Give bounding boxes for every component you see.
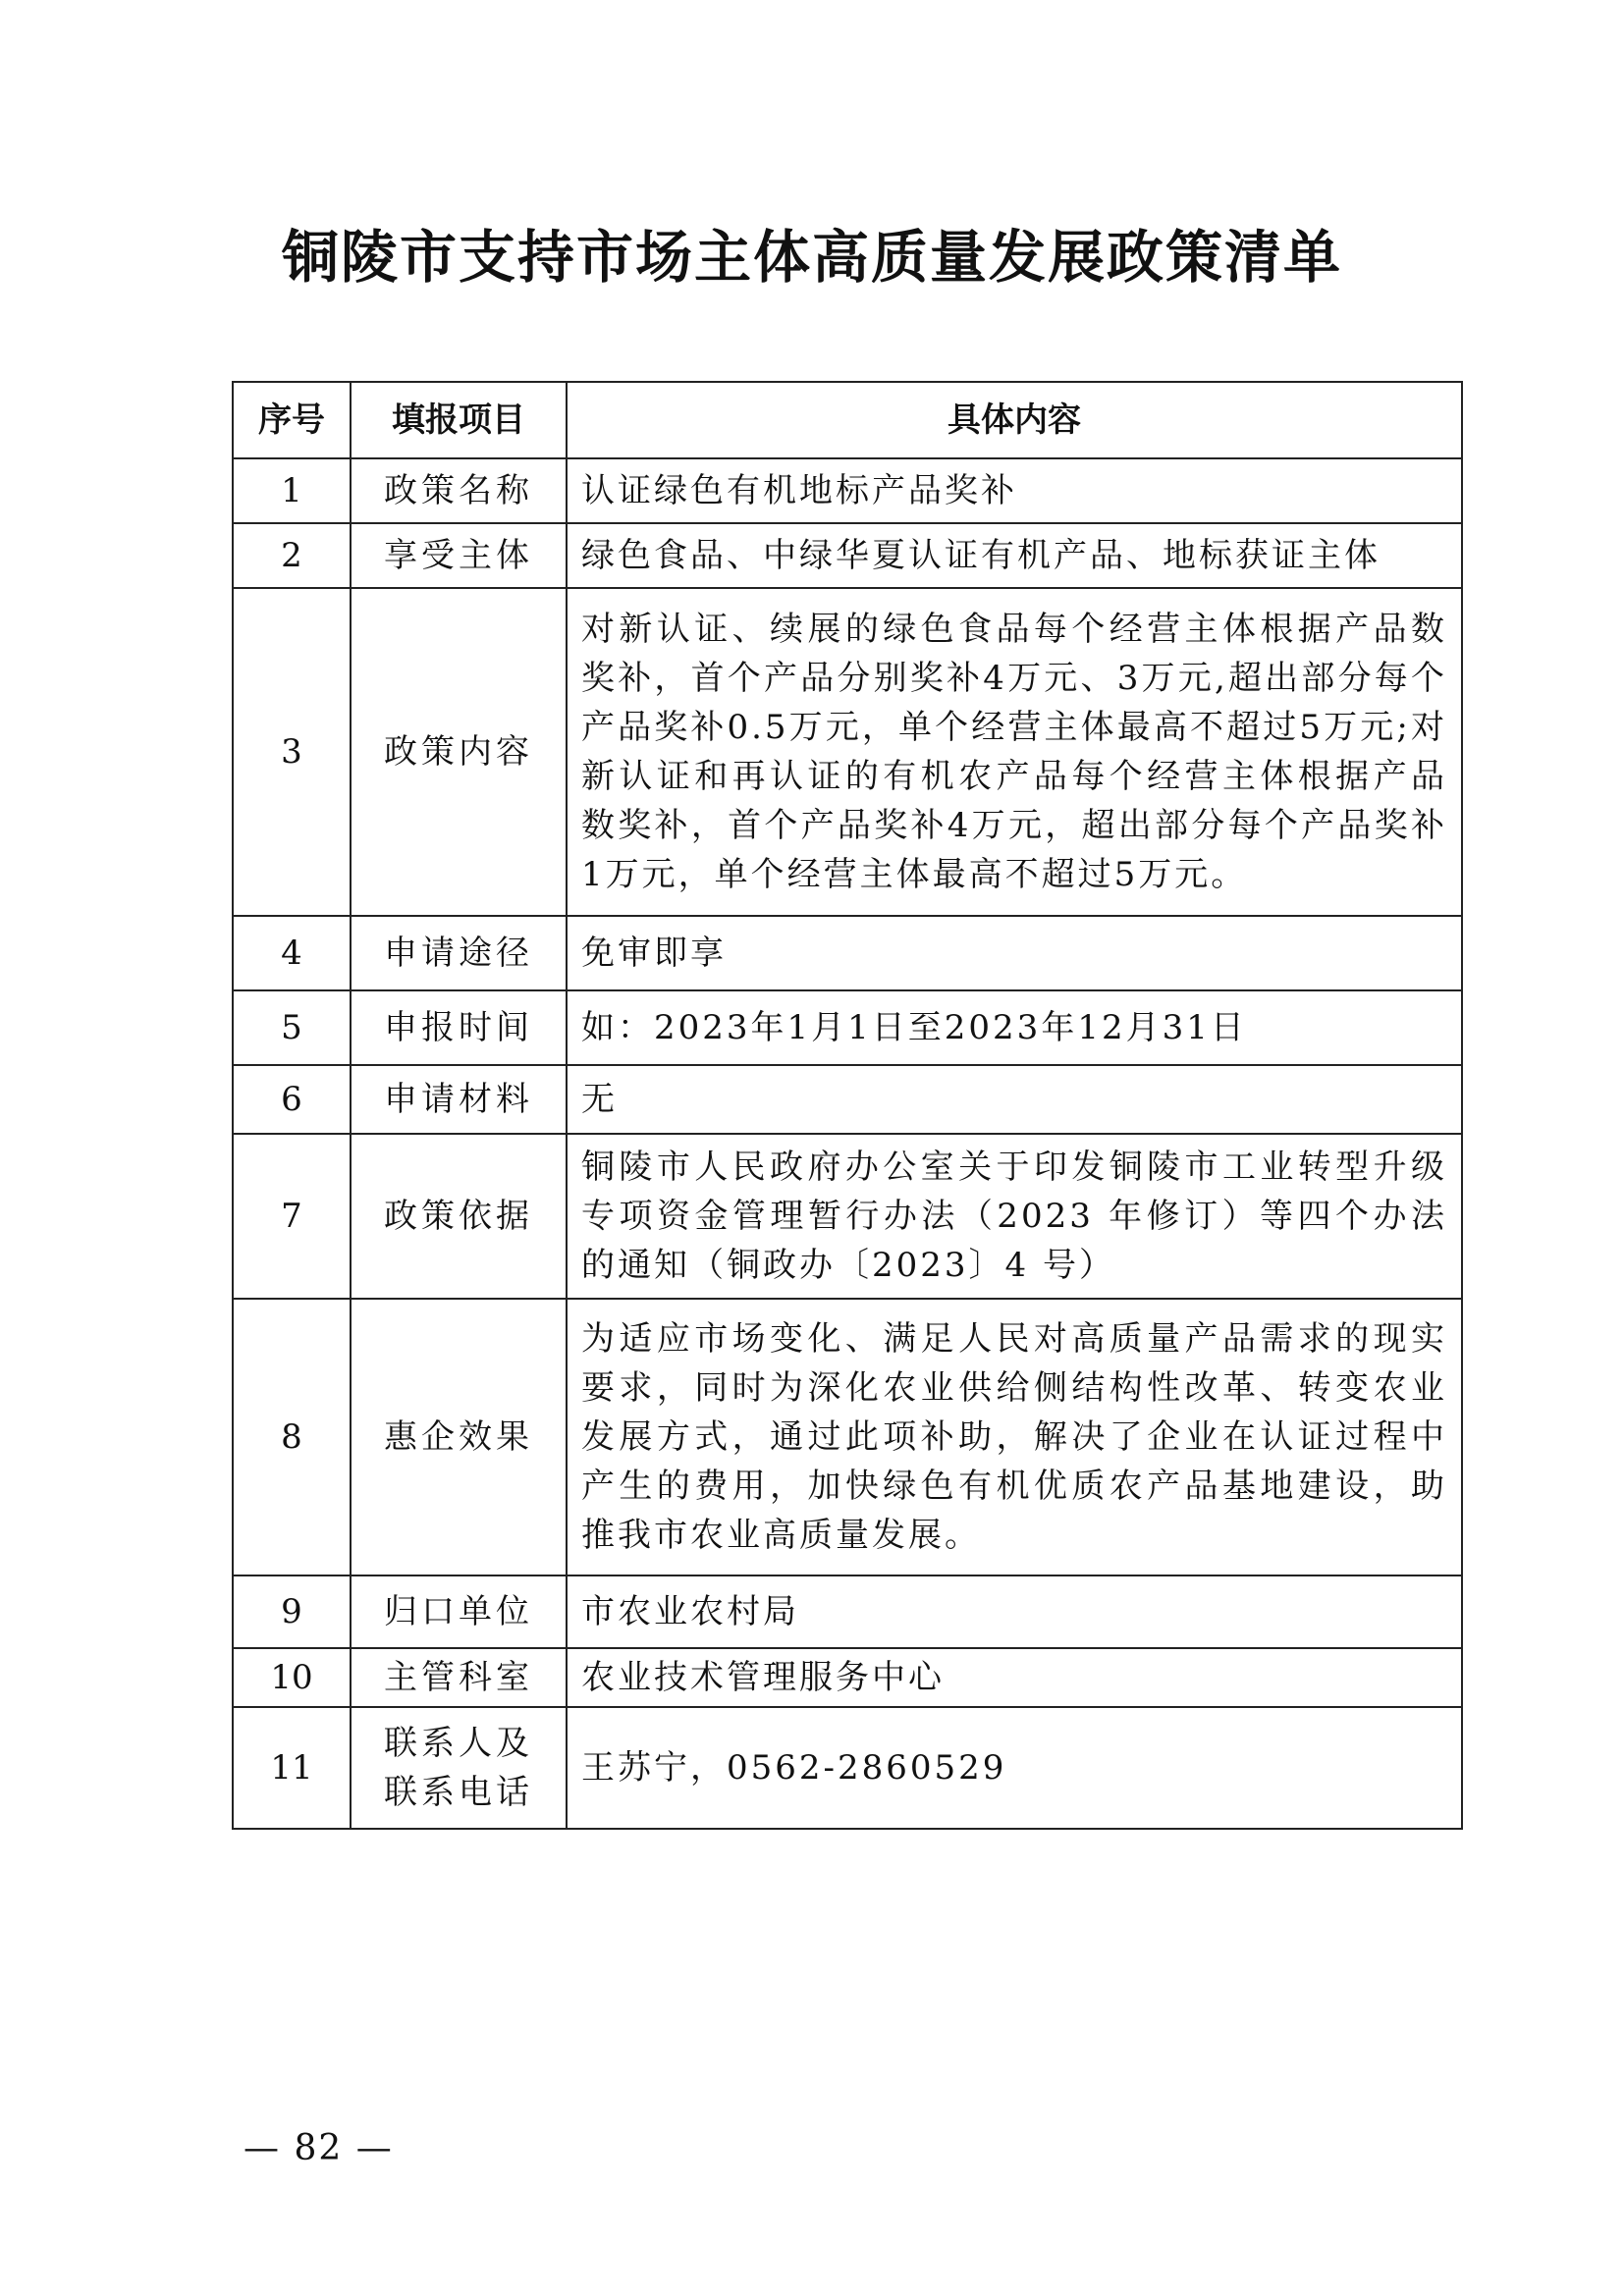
row-content: 对新认证、续展的绿色食品每个经营主体根据产品数奖补，首个产品分别奖补4万元、3万元,超出部分每个产品奖补0.5万元，单个经营主体最高不超过5万元;对新认证和再认证的有机农产品每个经营主体根据产品数奖补，首个产品奖补4万元，超出部分每个产品奖补1万元，单个经营主体最高不超过5万元。 [567, 588, 1462, 916]
header-index: 序号 [233, 382, 351, 458]
row-item-line2: 联系电话 [384, 1773, 533, 1812]
table-row [233, 1065, 1462, 1134]
row-content: 免审即享 [567, 916, 1462, 990]
row-item: 申请途径 [351, 916, 567, 990]
page-number: — 82 — [244, 2128, 394, 2168]
row-content: 绿色食品、中绿华夏认证有机产品、地标获证主体 [567, 523, 1462, 588]
table-row [233, 588, 1462, 916]
row-item: 归口单位 [351, 1575, 567, 1648]
table-row [233, 990, 1462, 1065]
row-content: 王苏宁，0562-2860529 [567, 1707, 1462, 1829]
row-index: 9 [233, 1575, 351, 1648]
row-content: 如：2023年1月1日至2023年12月31日 [567, 990, 1462, 1065]
row-item: 申报时间 [351, 990, 567, 1065]
row-item: 主管科室 [351, 1648, 567, 1707]
row-item: 惠企效果 [351, 1299, 567, 1575]
table-row [233, 1299, 1462, 1575]
row-index: 10 [233, 1648, 351, 1707]
row-content: 无 [567, 1065, 1462, 1134]
table-row [233, 458, 1462, 523]
table-row [233, 1575, 1462, 1648]
row-index: 11 [233, 1707, 351, 1829]
row-item-line1: 联系人及 [384, 1724, 533, 1763]
row-index: 7 [233, 1134, 351, 1299]
row-index: 2 [233, 523, 351, 588]
table-row [233, 523, 1462, 588]
row-index: 3 [233, 588, 351, 916]
page-title: 铜陵市支持市场主体高质量发展政策清单 [281, 224, 1342, 291]
header-item: 填报项目 [351, 382, 567, 458]
policy-table [232, 381, 1463, 1830]
row-item: 申请材料 [351, 1065, 567, 1134]
row-index: 8 [233, 1299, 351, 1575]
header-content: 具体内容 [567, 382, 1462, 458]
row-content: 认证绿色有机地标产品奖补 [567, 458, 1462, 523]
row-index: 1 [233, 458, 351, 523]
row-content: 市农业农村局 [567, 1575, 1462, 1648]
table-row [233, 1648, 1462, 1707]
row-index: 4 [233, 916, 351, 990]
row-index: 6 [233, 1065, 351, 1134]
row-index: 5 [233, 990, 351, 1065]
row-item [351, 1707, 567, 1829]
row-item: 政策名称 [351, 458, 567, 523]
row-content: 铜陵市人民政府办公室关于印发铜陵市工业转型升级专项资金管理暂行办法（2023 年修订）等四个办法的通知（铜政办〔2023〕4 号） [567, 1134, 1462, 1299]
table-row [233, 1707, 1462, 1829]
row-item: 政策依据 [351, 1134, 567, 1299]
row-content: 为适应市场变化、满足人民对高质量产品需求的现实要求，同时为深化农业供给侧结构性改革、转变农业发展方式，通过此项补助，解决了企业在认证过程中产生的费用，加快绿色有机优质农产品基地建设，助推我市农业高质量发展。 [567, 1299, 1462, 1575]
table-row [233, 916, 1462, 990]
row-item: 政策内容 [351, 588, 567, 916]
row-content: 农业技术管理服务中心 [567, 1648, 1462, 1707]
row-item: 享受主体 [351, 523, 567, 588]
table-row [233, 1134, 1462, 1299]
table-header-row [233, 382, 1462, 458]
